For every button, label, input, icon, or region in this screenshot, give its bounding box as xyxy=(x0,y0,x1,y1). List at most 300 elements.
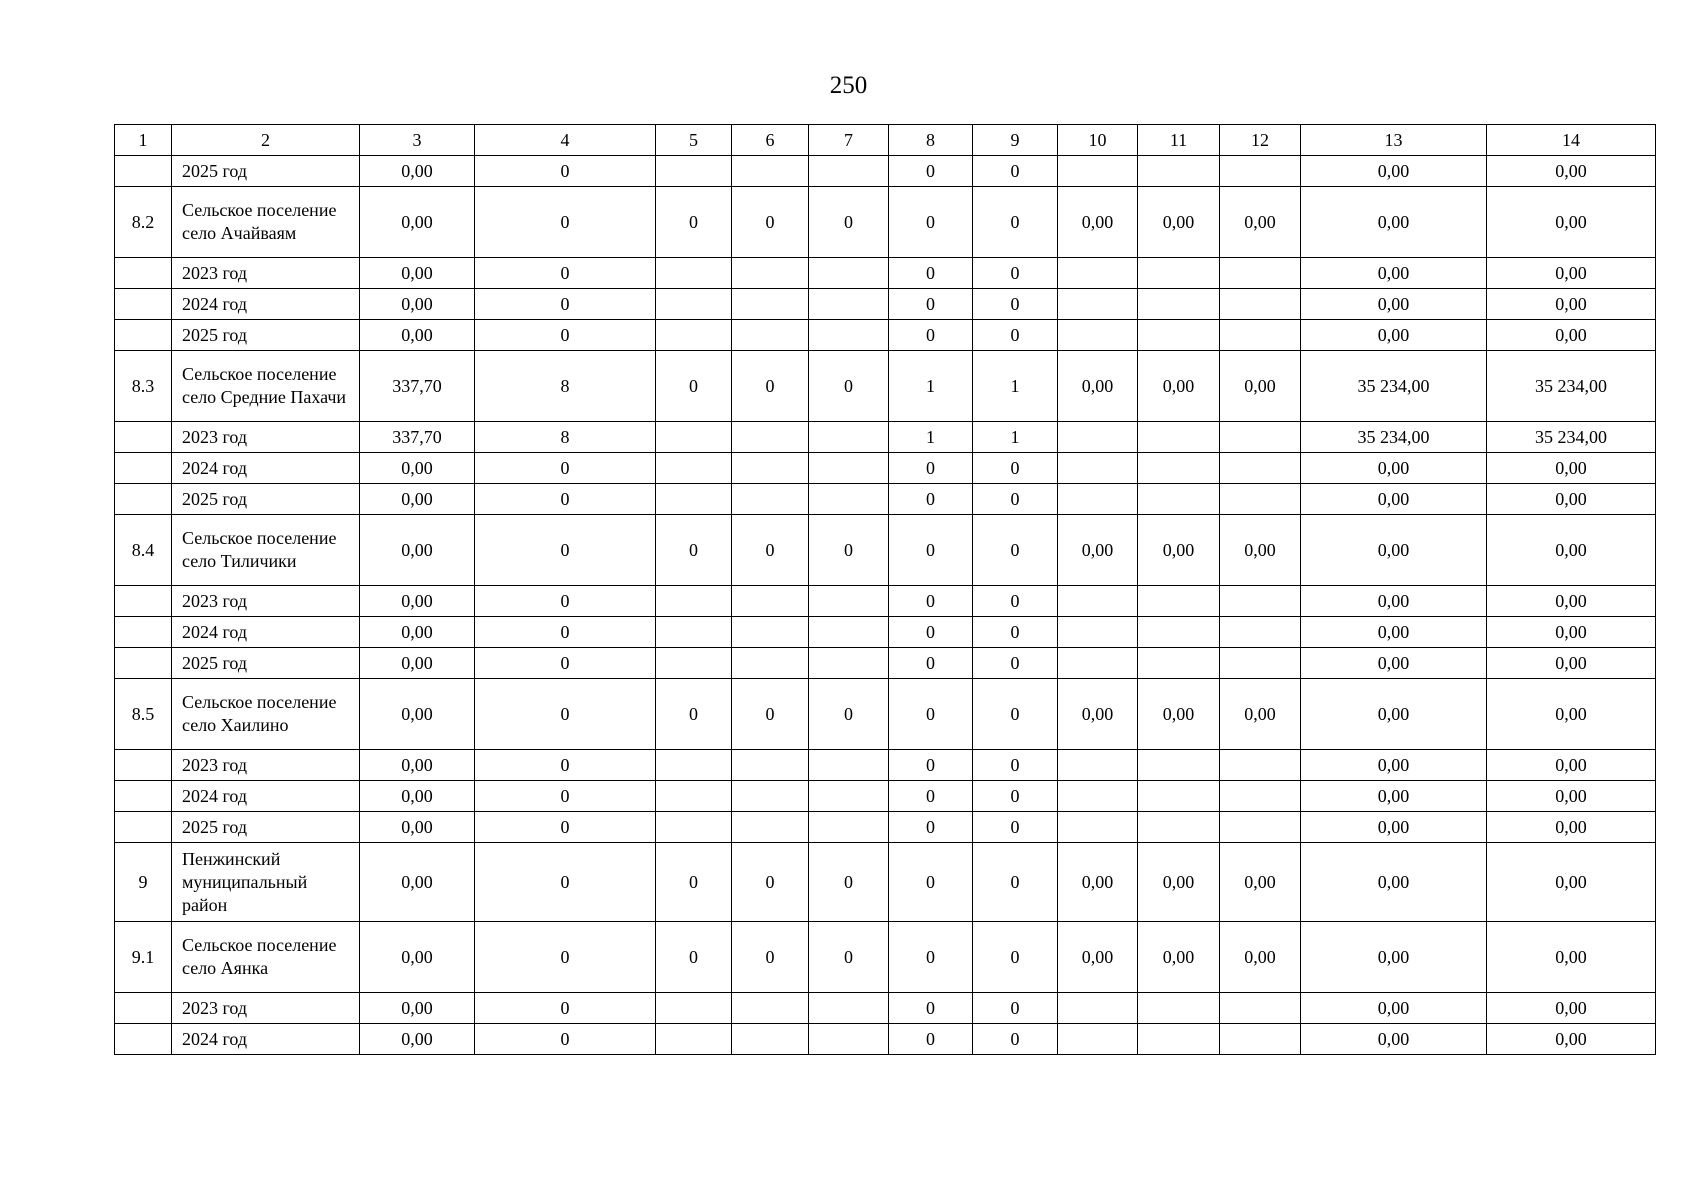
table-cell: 0,00 xyxy=(1487,750,1656,781)
table-cell: 0,00 xyxy=(360,993,475,1024)
row-number-cell: 8.3 xyxy=(115,351,172,422)
row-name-cell: 2023 год xyxy=(172,993,360,1024)
table-cell xyxy=(732,993,809,1024)
table-cell: 0 xyxy=(475,993,656,1024)
table-cell: 0,00 xyxy=(360,648,475,679)
column-header: 12 xyxy=(1220,125,1301,156)
table-cell: 1 xyxy=(973,351,1058,422)
table-cell: 0,00 xyxy=(1301,289,1487,320)
table-row xyxy=(115,1024,1656,1055)
table-cell: 0,00 xyxy=(1487,648,1656,679)
table-cell: 0 xyxy=(889,617,973,648)
column-header: 3 xyxy=(360,125,475,156)
row-name-cell: Сельское поселение село Средние Пахачи xyxy=(172,351,360,422)
table-cell: 0,00 xyxy=(360,812,475,843)
table-cell: 0 xyxy=(889,1024,973,1055)
table-cell xyxy=(809,1024,889,1055)
table-cell: 0 xyxy=(732,515,809,586)
table-cell: 0,00 xyxy=(1058,843,1138,922)
table-cell: 0 xyxy=(732,351,809,422)
table-cell: 0,00 xyxy=(1487,453,1656,484)
column-header: 6 xyxy=(732,125,809,156)
table-row xyxy=(115,617,1656,648)
row-number-cell xyxy=(115,648,172,679)
table-cell xyxy=(656,156,732,187)
table-cell: 0,00 xyxy=(1058,922,1138,993)
column-header: 13 xyxy=(1301,125,1487,156)
table-cell: 0 xyxy=(973,515,1058,586)
table-cell xyxy=(732,422,809,453)
table-row xyxy=(115,922,1656,993)
table-cell: 0,00 xyxy=(1487,617,1656,648)
table-row xyxy=(115,453,1656,484)
column-header: 8 xyxy=(889,125,973,156)
table-cell: 0,00 xyxy=(1138,922,1220,993)
table-cell xyxy=(809,750,889,781)
table-row xyxy=(115,320,1656,351)
table-cell xyxy=(656,750,732,781)
table-cell: 0,00 xyxy=(1487,812,1656,843)
table-cell: 0,00 xyxy=(1138,515,1220,586)
row-number-cell xyxy=(115,781,172,812)
table-cell: 1 xyxy=(889,351,973,422)
table-cell: 0,00 xyxy=(360,1024,475,1055)
table-cell: 0,00 xyxy=(1220,843,1301,922)
table-cell: 0,00 xyxy=(360,453,475,484)
table-cell: 0 xyxy=(973,993,1058,1024)
table-cell: 0 xyxy=(973,812,1058,843)
row-name-cell: Сельское поселение село Хаилино xyxy=(172,679,360,750)
table-cell: 0 xyxy=(889,843,973,922)
table-cell: 337,70 xyxy=(360,351,475,422)
table-cell xyxy=(809,258,889,289)
table-cell xyxy=(656,617,732,648)
table-cell: 0 xyxy=(475,750,656,781)
table-cell xyxy=(809,617,889,648)
table-cell: 0 xyxy=(809,922,889,993)
table-cell: 0 xyxy=(889,187,973,258)
table-cell: 0 xyxy=(973,586,1058,617)
row-number-cell xyxy=(115,812,172,843)
table-cell xyxy=(1058,586,1138,617)
row-number-cell xyxy=(115,289,172,320)
table-cell: 0,00 xyxy=(1058,679,1138,750)
table-cell xyxy=(1220,812,1301,843)
row-name-cell: Сельское поселение село Тиличики xyxy=(172,515,360,586)
table-cell: 0 xyxy=(475,648,656,679)
row-name-cell: Сельское поселение село Ачайваям xyxy=(172,187,360,258)
table-cell: 0,00 xyxy=(1301,922,1487,993)
row-number-cell: 9.1 xyxy=(115,922,172,993)
table-cell xyxy=(732,812,809,843)
table-cell: 0 xyxy=(475,320,656,351)
table-cell: 0,00 xyxy=(1487,187,1656,258)
table-cell: 35 234,00 xyxy=(1301,422,1487,453)
table-cell: 0 xyxy=(889,781,973,812)
table-cell: 0,00 xyxy=(1220,922,1301,993)
table-cell xyxy=(809,156,889,187)
table-cell xyxy=(732,750,809,781)
column-header: 7 xyxy=(809,125,889,156)
table-cell: 0 xyxy=(475,484,656,515)
table-cell xyxy=(1058,617,1138,648)
table-cell xyxy=(1058,750,1138,781)
table-cell: 0,00 xyxy=(1301,617,1487,648)
table-cell xyxy=(732,648,809,679)
column-header: 5 xyxy=(656,125,732,156)
row-number-cell: 9 xyxy=(115,843,172,922)
table-cell xyxy=(656,258,732,289)
table-cell: 0 xyxy=(656,922,732,993)
table-cell xyxy=(1058,156,1138,187)
table-cell: 0,00 xyxy=(1487,156,1656,187)
table-cell xyxy=(1220,320,1301,351)
table-cell: 8 xyxy=(475,422,656,453)
table-row xyxy=(115,781,1656,812)
page-number: 250 xyxy=(829,72,868,99)
table-body xyxy=(115,156,1656,1055)
table-cell xyxy=(732,1024,809,1055)
table-cell xyxy=(1220,289,1301,320)
table-cell: 0,00 xyxy=(360,258,475,289)
table-cell: 337,70 xyxy=(360,422,475,453)
table-cell: 0,00 xyxy=(1301,320,1487,351)
table-row xyxy=(115,515,1656,586)
row-number-cell xyxy=(115,1024,172,1055)
table-cell xyxy=(1138,993,1220,1024)
table-cell: 0,00 xyxy=(360,922,475,993)
table-cell: 0,00 xyxy=(360,484,475,515)
row-name-cell: 2024 год xyxy=(172,1024,360,1055)
table-cell: 0,00 xyxy=(1487,320,1656,351)
table-cell: 0,00 xyxy=(1220,679,1301,750)
column-header: 14 xyxy=(1487,125,1656,156)
table-cell: 0,00 xyxy=(1487,289,1656,320)
column-header: 10 xyxy=(1058,125,1138,156)
table-cell: 0,00 xyxy=(1138,351,1220,422)
table-cell: 0,00 xyxy=(1220,515,1301,586)
table-cell: 0 xyxy=(889,453,973,484)
table-cell: 0 xyxy=(973,258,1058,289)
table-cell xyxy=(732,586,809,617)
table-cell: 0 xyxy=(475,515,656,586)
table-cell xyxy=(809,781,889,812)
row-name-cell: 2023 год xyxy=(172,750,360,781)
table-cell: 0 xyxy=(973,750,1058,781)
table-cell: 0,00 xyxy=(360,187,475,258)
table-cell: 0 xyxy=(732,922,809,993)
table-cell: 0 xyxy=(475,781,656,812)
table-cell xyxy=(1138,617,1220,648)
table-header xyxy=(115,125,1656,156)
row-name-cell: 2024 год xyxy=(172,289,360,320)
table-cell: 0 xyxy=(656,679,732,750)
table-cell xyxy=(809,320,889,351)
table-cell xyxy=(1138,422,1220,453)
table-row xyxy=(115,993,1656,1024)
table-cell: 0 xyxy=(889,812,973,843)
table-cell: 0 xyxy=(475,586,656,617)
table-cell xyxy=(1058,453,1138,484)
table-cell: 0,00 xyxy=(1301,993,1487,1024)
table-cell: 0 xyxy=(973,679,1058,750)
table-cell: 0 xyxy=(889,648,973,679)
row-number-cell xyxy=(115,320,172,351)
table-row xyxy=(115,258,1656,289)
table-cell: 35 234,00 xyxy=(1487,422,1656,453)
table-cell: 0 xyxy=(809,187,889,258)
table-cell: 0 xyxy=(475,679,656,750)
column-header: 9 xyxy=(973,125,1058,156)
table-cell: 0 xyxy=(973,1024,1058,1055)
row-number-cell xyxy=(115,258,172,289)
table-cell xyxy=(1138,812,1220,843)
row-name-cell: Пенжинский муниципальный район xyxy=(172,843,360,922)
table-cell xyxy=(656,453,732,484)
table-cell: 0,00 xyxy=(1487,1024,1656,1055)
table-cell xyxy=(1220,586,1301,617)
table-cell: 0 xyxy=(889,750,973,781)
table-cell xyxy=(1058,422,1138,453)
table-cell xyxy=(1058,320,1138,351)
table-cell xyxy=(1058,258,1138,289)
table-cell: 0 xyxy=(973,648,1058,679)
table-cell xyxy=(732,781,809,812)
table-row xyxy=(115,586,1656,617)
table-cell xyxy=(1220,1024,1301,1055)
table-cell xyxy=(1058,812,1138,843)
table-cell: 0 xyxy=(973,843,1058,922)
table-cell xyxy=(1138,453,1220,484)
table-cell xyxy=(732,156,809,187)
table-cell: 0 xyxy=(809,679,889,750)
table-cell: 0,00 xyxy=(360,320,475,351)
table-row xyxy=(115,187,1656,258)
table-cell xyxy=(1058,781,1138,812)
table-cell: 0,00 xyxy=(1301,484,1487,515)
row-name-cell: 2025 год xyxy=(172,484,360,515)
table-cell: 0 xyxy=(889,922,973,993)
table-cell: 0 xyxy=(656,843,732,922)
row-number-cell: 8.5 xyxy=(115,679,172,750)
table-cell xyxy=(1220,453,1301,484)
row-name-cell: 2024 год xyxy=(172,453,360,484)
table-cell xyxy=(732,453,809,484)
table-cell: 0,00 xyxy=(1058,187,1138,258)
row-name-cell: 2023 год xyxy=(172,258,360,289)
table-cell: 0,00 xyxy=(1301,648,1487,679)
table-cell: 0 xyxy=(973,617,1058,648)
table-cell xyxy=(1220,993,1301,1024)
table-cell: 0,00 xyxy=(1301,586,1487,617)
table-cell: 0 xyxy=(656,351,732,422)
table-cell: 0 xyxy=(475,453,656,484)
table-cell xyxy=(1058,289,1138,320)
table-cell: 0 xyxy=(656,515,732,586)
table-cell: 0 xyxy=(475,289,656,320)
table-row xyxy=(115,484,1656,515)
table-cell: 0 xyxy=(809,351,889,422)
row-name-cell: 2024 год xyxy=(172,781,360,812)
table-cell: 1 xyxy=(889,422,973,453)
table-cell xyxy=(1138,781,1220,812)
table-cell: 0 xyxy=(973,484,1058,515)
data-table xyxy=(114,124,1656,1055)
table-cell: 0 xyxy=(475,922,656,993)
table-cell xyxy=(809,648,889,679)
row-name-cell: Сельское поселение село Аянка xyxy=(172,922,360,993)
table-cell xyxy=(1220,781,1301,812)
table-cell xyxy=(1138,289,1220,320)
table-cell: 0 xyxy=(973,156,1058,187)
table-cell xyxy=(1138,258,1220,289)
row-number-cell xyxy=(115,484,172,515)
row-name-cell: 2025 год xyxy=(172,648,360,679)
table-cell xyxy=(809,586,889,617)
table-cell: 0 xyxy=(475,1024,656,1055)
table-cell xyxy=(1138,484,1220,515)
table-cell xyxy=(1220,484,1301,515)
table-cell xyxy=(1058,648,1138,679)
table-cell: 0 xyxy=(889,320,973,351)
row-name-cell: 2025 год xyxy=(172,156,360,187)
row-number-cell: 8.4 xyxy=(115,515,172,586)
table-cell xyxy=(1220,648,1301,679)
table-row xyxy=(115,750,1656,781)
table-cell: 0,00 xyxy=(360,617,475,648)
table-cell: 35 234,00 xyxy=(1487,351,1656,422)
table-cell: 0,00 xyxy=(1138,843,1220,922)
table-cell xyxy=(809,289,889,320)
table-cell: 0 xyxy=(973,187,1058,258)
table-cell xyxy=(656,320,732,351)
table-cell: 0 xyxy=(973,289,1058,320)
table-cell: 0,00 xyxy=(1138,679,1220,750)
table-cell xyxy=(1138,750,1220,781)
table-cell xyxy=(1138,1024,1220,1055)
table-cell xyxy=(1220,422,1301,453)
row-name-cell: 2023 год xyxy=(172,586,360,617)
row-name-cell: 2023 год xyxy=(172,422,360,453)
table-row xyxy=(115,679,1656,750)
table-cell xyxy=(732,617,809,648)
table-cell xyxy=(656,484,732,515)
table-row xyxy=(115,648,1656,679)
table-cell: 0 xyxy=(973,453,1058,484)
table-cell xyxy=(809,812,889,843)
table-cell: 0 xyxy=(475,617,656,648)
table-cell: 0,00 xyxy=(360,781,475,812)
table-cell: 0,00 xyxy=(360,679,475,750)
table-cell: 0,00 xyxy=(1487,679,1656,750)
table-cell: 0,00 xyxy=(1301,453,1487,484)
table-cell: 0,00 xyxy=(1301,156,1487,187)
table-cell: 0,00 xyxy=(1301,187,1487,258)
table-cell: 0,00 xyxy=(360,586,475,617)
table-cell: 0 xyxy=(889,289,973,320)
table-cell: 0,00 xyxy=(1301,515,1487,586)
row-number-cell xyxy=(115,617,172,648)
table-cell xyxy=(656,289,732,320)
table-cell: 0,00 xyxy=(1487,922,1656,993)
table-cell: 0,00 xyxy=(360,156,475,187)
table-cell: 0 xyxy=(973,320,1058,351)
table-cell: 0,00 xyxy=(1220,351,1301,422)
table-cell: 0 xyxy=(973,922,1058,993)
table-cell: 0,00 xyxy=(360,843,475,922)
column-header: 2 xyxy=(172,125,360,156)
table-cell xyxy=(1220,156,1301,187)
table-cell xyxy=(809,453,889,484)
row-name-cell: 2024 год xyxy=(172,617,360,648)
table-cell: 0 xyxy=(889,484,973,515)
table-cell xyxy=(732,320,809,351)
table-cell xyxy=(1220,750,1301,781)
table-cell: 0 xyxy=(889,156,973,187)
table-cell: 8 xyxy=(475,351,656,422)
row-number-cell xyxy=(115,750,172,781)
column-header: 4 xyxy=(475,125,656,156)
table-cell xyxy=(809,422,889,453)
table-cell xyxy=(1058,1024,1138,1055)
table-cell: 0,00 xyxy=(360,289,475,320)
table-cell xyxy=(1058,484,1138,515)
table-cell xyxy=(656,1024,732,1055)
table-cell: 0,00 xyxy=(1301,679,1487,750)
table-cell: 0 xyxy=(475,258,656,289)
table-cell xyxy=(1138,156,1220,187)
table-cell: 0,00 xyxy=(360,515,475,586)
table-cell xyxy=(656,422,732,453)
table-cell: 0,00 xyxy=(1301,258,1487,289)
table-cell: 0 xyxy=(889,258,973,289)
table-cell: 0 xyxy=(809,515,889,586)
table-cell: 0,00 xyxy=(1301,812,1487,843)
table-row xyxy=(115,351,1656,422)
table-cell: 0,00 xyxy=(360,750,475,781)
table-cell: 0,00 xyxy=(1487,586,1656,617)
table-cell xyxy=(656,993,732,1024)
table-cell xyxy=(1138,320,1220,351)
table-cell: 0 xyxy=(475,156,656,187)
table-cell: 0 xyxy=(732,187,809,258)
table-cell: 1 xyxy=(973,422,1058,453)
table-cell: 35 234,00 xyxy=(1301,351,1487,422)
column-header: 1 xyxy=(115,125,172,156)
table-cell xyxy=(732,289,809,320)
table-cell: 0 xyxy=(732,843,809,922)
table-cell: 0 xyxy=(732,679,809,750)
table-cell: 0,00 xyxy=(1058,351,1138,422)
row-number-cell: 8.2 xyxy=(115,187,172,258)
row-number-cell xyxy=(115,453,172,484)
table-cell: 0,00 xyxy=(1487,781,1656,812)
table-cell: 0,00 xyxy=(1220,187,1301,258)
table-cell: 0 xyxy=(475,843,656,922)
table-cell: 0,00 xyxy=(1301,781,1487,812)
table-cell: 0,00 xyxy=(1301,750,1487,781)
table-row xyxy=(115,422,1656,453)
table-cell xyxy=(1138,586,1220,617)
table-cell xyxy=(656,812,732,843)
table-cell: 0 xyxy=(809,843,889,922)
table-cell: 0,00 xyxy=(1138,187,1220,258)
table-cell: 0,00 xyxy=(1487,993,1656,1024)
table-cell xyxy=(656,648,732,679)
table-row xyxy=(115,156,1656,187)
table-cell xyxy=(1058,993,1138,1024)
table-row xyxy=(115,289,1656,320)
